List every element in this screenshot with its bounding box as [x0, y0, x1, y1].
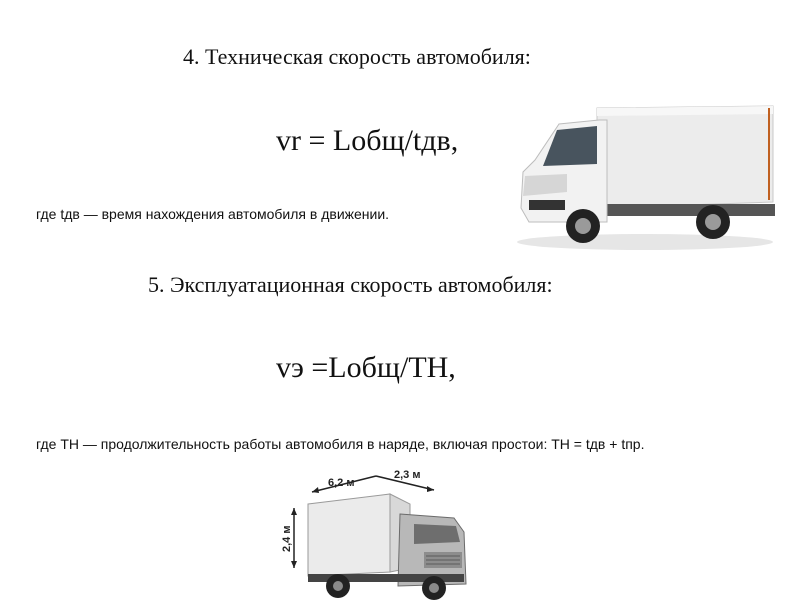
section-4-heading: 4. Техническая скорость автомобиля:: [183, 44, 531, 69]
section-5-heading: 5. Эксплуатационная скорость автомобиля:: [148, 272, 553, 297]
length-dimension-label: 6,2 м: [328, 477, 355, 489]
truck-dimensions-image: [278, 468, 478, 600]
height-dimension-label: 2,4 м: [281, 525, 293, 552]
operational-speed-formula: vэ =Lобщ/TH,: [276, 351, 456, 384]
cab-dimension-label: 2,3 м: [394, 469, 421, 481]
technical-speed-formula: vr = Lобщ/tдв,: [276, 124, 459, 157]
operational-speed-note: где TH — продолжительность работы автомобиля в наряде, включая простои: TH = tдв + tпр.: [36, 436, 645, 452]
van-image: [515, 104, 777, 254]
technical-speed-note: где tдв — время нахождения автомобиля в движении.: [36, 206, 390, 222]
